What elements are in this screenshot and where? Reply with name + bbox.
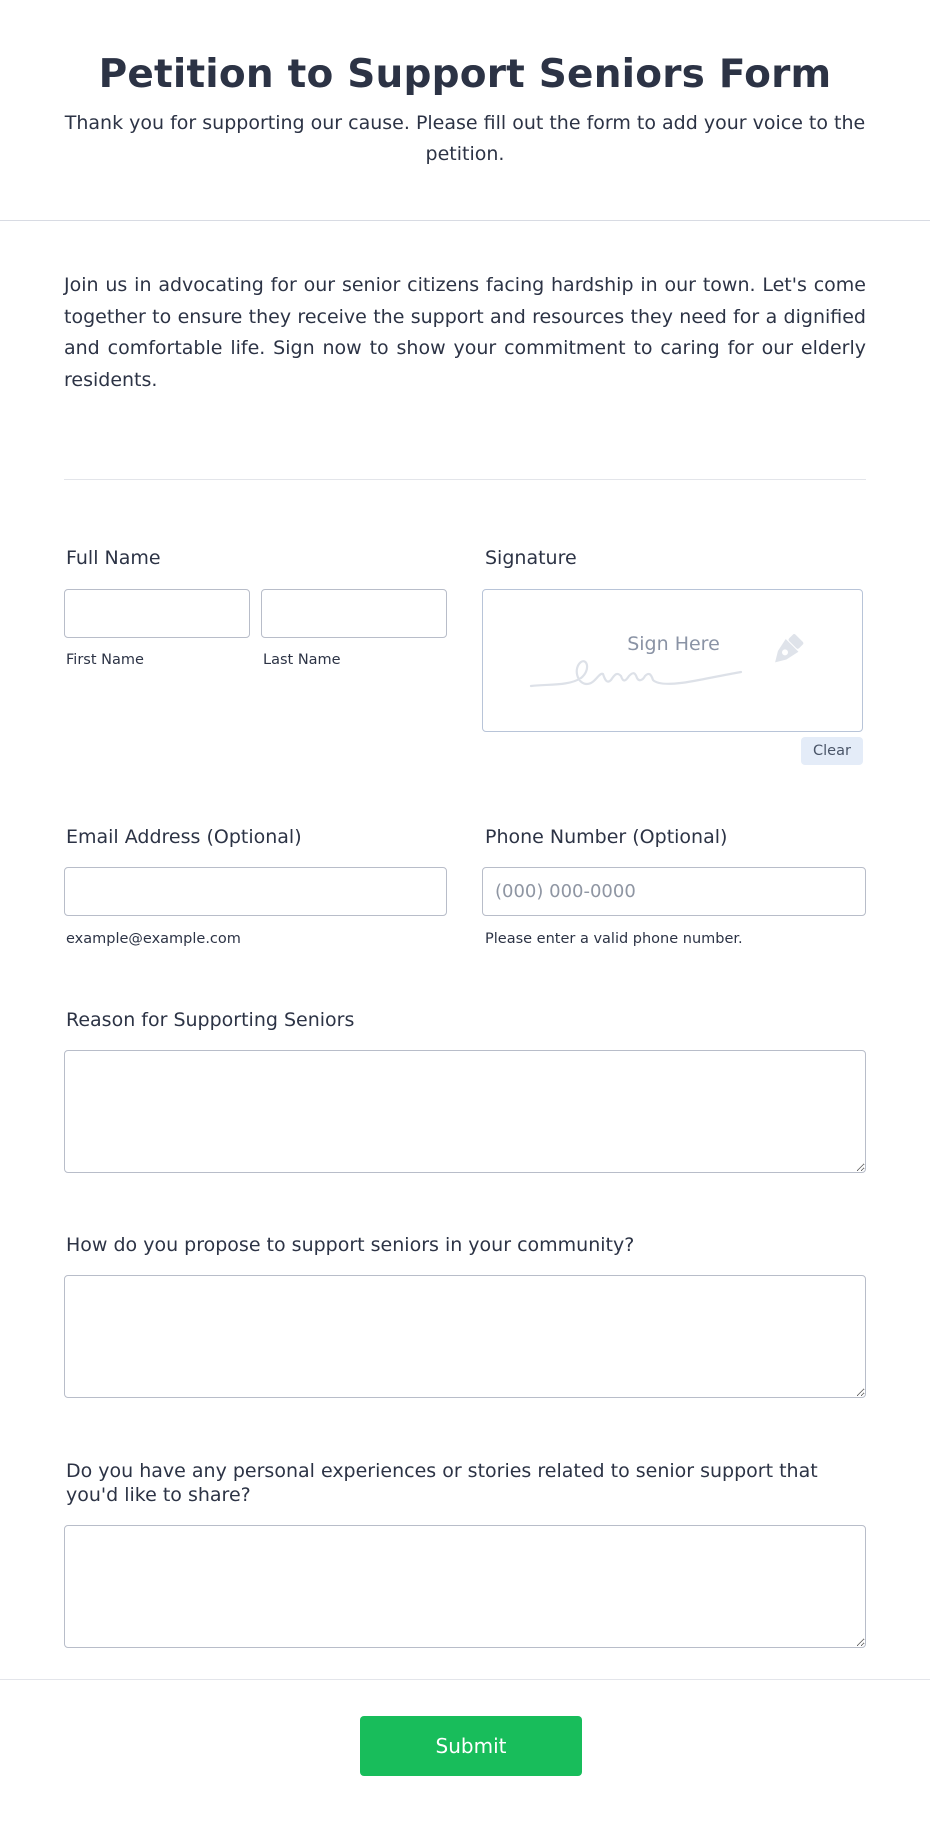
signature-scribble-icon xyxy=(529,650,759,690)
email-label: Email Address (Optional) xyxy=(66,826,302,848)
section-divider xyxy=(64,479,866,480)
clear-signature-button[interactable]: Clear xyxy=(801,737,863,765)
reason-label: Reason for Supporting Seniors xyxy=(66,1009,355,1031)
first-name-input[interactable] xyxy=(64,589,250,638)
footer-divider xyxy=(0,1679,930,1680)
signature-pad[interactable] xyxy=(482,589,863,732)
signature-label: Signature xyxy=(485,547,577,569)
full-name-label: Full Name xyxy=(66,547,161,569)
proposal-label: How do you propose to support seniors in your community? xyxy=(66,1234,635,1256)
form-header xyxy=(0,0,930,221)
signature-placeholder: Sign Here xyxy=(627,633,720,655)
email-input[interactable] xyxy=(64,867,447,916)
submit-button[interactable]: Submit xyxy=(360,1716,582,1776)
intro-text: Join us in advocating for our senior citizens facing hardship in our town. Let's come together to ensure they receive the support and resources they need for a dignified and comfortable life. Sign now to show your commitment to caring for our elderly residents. xyxy=(64,274,866,391)
last-name-input[interactable] xyxy=(261,589,447,638)
page-title: Petition to Support Seniors Form xyxy=(98,52,832,97)
phone-label: Phone Number (Optional) xyxy=(485,826,728,848)
last-name-sublabel: Last Name xyxy=(263,652,341,668)
page-subtitle: Thank you for supporting our cause. Please fill out the form to add your voice to the petition. xyxy=(64,112,866,165)
reason-textarea[interactable] xyxy=(64,1050,866,1173)
pen-nib-icon xyxy=(763,630,807,672)
experiences-label: Do you have any personal experiences or stories related to senior support that you'd like to share? xyxy=(66,1460,818,1506)
first-name-sublabel: First Name xyxy=(66,652,144,668)
phone-input[interactable] xyxy=(482,867,866,916)
phone-sublabel: Please enter a valid phone number. xyxy=(485,931,743,947)
experiences-textarea[interactable] xyxy=(64,1525,866,1648)
email-sublabel: example@example.com xyxy=(66,931,241,947)
proposal-textarea[interactable] xyxy=(64,1275,866,1398)
